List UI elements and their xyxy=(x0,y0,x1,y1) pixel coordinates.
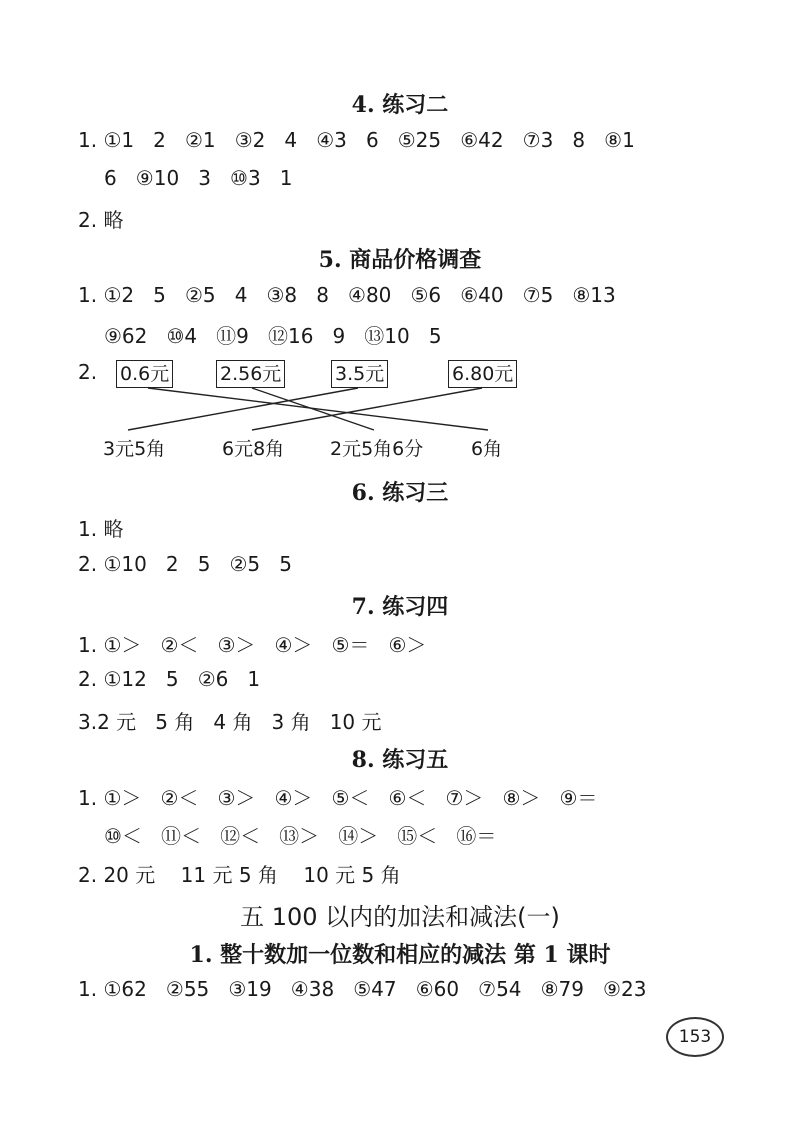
section-8-title: 8. 练习五 xyxy=(351,747,449,773)
price-box: 0.6元 xyxy=(116,360,173,388)
section-7-title: 7. 练习四 xyxy=(351,594,449,620)
s7-answer-1: 1. ①＞ ②＜ ③＞ ④＞ ⑤＝ ⑥＞ xyxy=(78,633,427,657)
s6-answer-2: 2. ①10 2 5 ②5 5 xyxy=(78,552,292,576)
s6-answer-1: 1. 略 xyxy=(78,517,124,541)
amount-label: 3元5角 xyxy=(103,438,166,460)
s5-answer-2-label: 2. xyxy=(78,360,98,384)
s5-answer-1: 1. ①2 5 ②5 4 ③8 8 ④80 ⑤6 ⑥40 ⑦5 ⑧13 xyxy=(78,283,616,307)
price-box: 2.56元 xyxy=(216,360,285,388)
amount-label: 6角 xyxy=(471,438,503,460)
s8-answer-1: 1. ①＞ ②＜ ③＞ ④＞ ⑤＜ ⑥＜ ⑦＞ ⑧＞ ⑨＝ xyxy=(78,786,598,810)
match-line xyxy=(252,388,482,430)
amount-label: 6元8角 xyxy=(222,438,285,460)
s8-answer-1-cont: ⑩＜ ⑪＜ ⑫＜ ⑬＞ ⑭＞ ⑮＜ ⑯＝ xyxy=(104,824,497,848)
s4-answer-2: 2. 略 xyxy=(78,208,124,232)
section-5-title: 5. 商品价格调查 xyxy=(318,247,482,273)
lesson-title: 1. 整十数加一位数和相应的减法 第 1 课时 xyxy=(189,942,611,968)
s4-answer-1: 1. ①1 2 ②1 ③2 4 ④3 6 ⑤25 ⑥42 ⑦3 8 ⑧1 xyxy=(78,128,635,152)
page-number: 153 xyxy=(666,1017,724,1057)
s8-answer-2: 2. 20 元 11 元 5 角 10 元 5 角 xyxy=(78,863,401,887)
match-line xyxy=(148,388,488,430)
price-box: 6.80元 xyxy=(448,360,517,388)
match-line xyxy=(252,388,374,430)
section-4-title: 4. 练习二 xyxy=(351,92,449,118)
s7-answer-3: 3.2 元 5 角 4 角 3 角 10 元 xyxy=(78,710,382,734)
unit5-answer-1: 1. ①62 ②55 ③19 ④38 ⑤47 ⑥60 ⑦54 ⑧79 ⑨23 xyxy=(78,977,647,1001)
amount-label: 2元5角6分 xyxy=(330,438,424,460)
s4-answer-1-cont: 6 ⑨10 3 ⑩3 1 xyxy=(104,166,293,190)
unit-5-title: 五 100 以内的加法和减法(一) xyxy=(240,903,560,931)
section-6-title: 6. 练习三 xyxy=(351,480,449,506)
s5-answer-1-cont: ⑨62 ⑩4 ⑪9 ⑫16 9 ⑬10 5 xyxy=(104,324,442,348)
price-box: 3.5元 xyxy=(331,360,388,388)
s7-answer-2: 2. ①12 5 ②6 1 xyxy=(78,667,261,691)
